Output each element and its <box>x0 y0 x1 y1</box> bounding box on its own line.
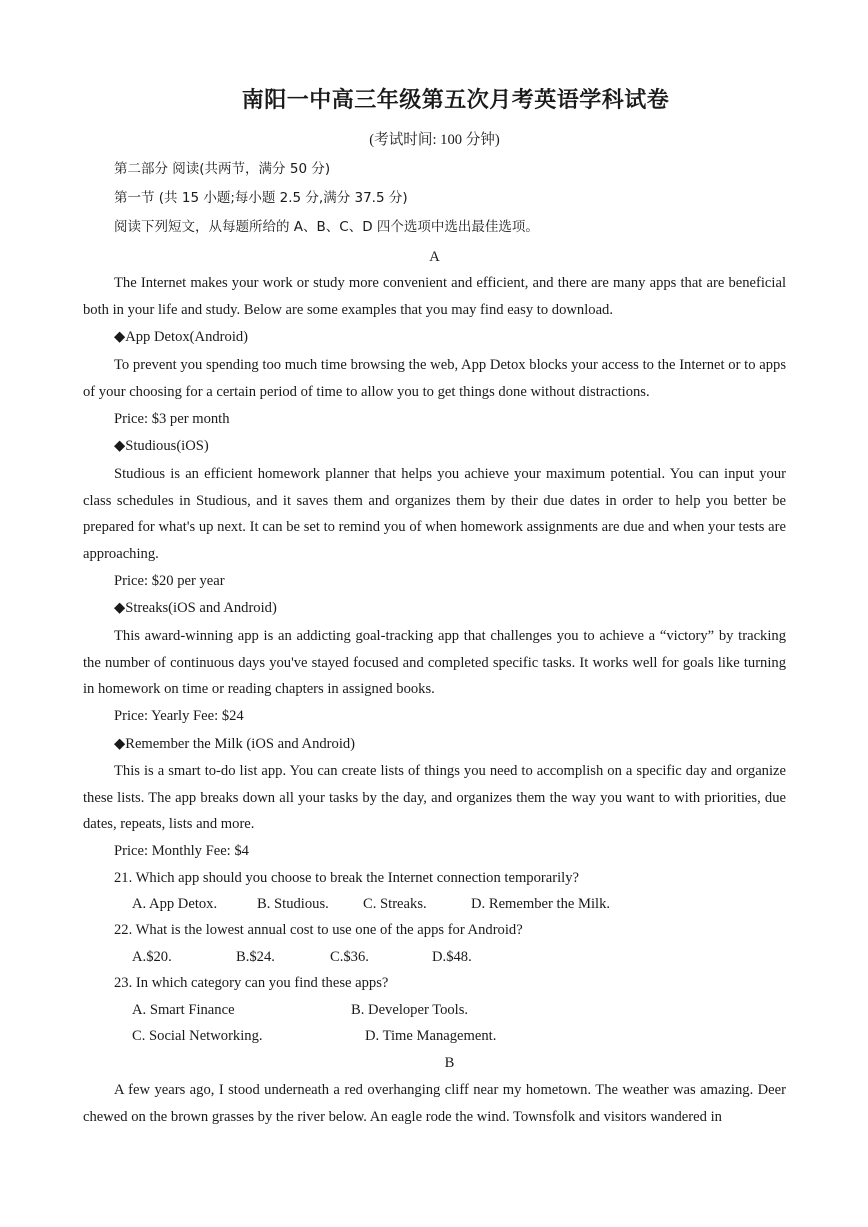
section-part-heading: 第二部分 阅读(共两节，满分 50 分) <box>114 161 331 177</box>
app-price-studious: Price: $20 per year <box>114 573 225 589</box>
subsection-heading: 第一节 (共 15 小题;每小题 2.5 分,满分 37.5 分) <box>114 190 408 206</box>
instruction-text: 阅读下列短文，从每题所给的 A、B、C、D 四个选项中选出最佳选项。 <box>114 219 539 235</box>
passage-a-label: A <box>429 249 440 265</box>
exam-title: 南阳一中高三年级第五次月考英语学科试卷 <box>241 88 670 113</box>
question-21-option-a: A. App Detox. <box>132 896 218 912</box>
app-price-remember-the-milk: Price: Monthly Fee: $4 <box>114 843 249 859</box>
exam-time: (考试时间: 100 分钟) <box>369 132 500 148</box>
app-name-streaks: ◆Streaks(iOS and Android) <box>114 600 277 616</box>
app-name-remember-the-milk: ◆Remember the Milk (iOS and Android) <box>114 736 356 752</box>
app-name-app-detox: ◆App Detox(Android) <box>114 329 249 345</box>
question-22-option-d: D.$48. <box>432 949 472 965</box>
app-desc-app-detox: To prevent you spending too much time browsing the web, App Detox blocks your access to the Internet or to apps of your choosing for a certain period of time to allow you to get things done without distractions. <box>83 357 786 400</box>
app-name-studious: ◆Studious(iOS) <box>114 438 209 454</box>
question-23-stem: 23. In which category can you find these apps? <box>114 975 389 991</box>
passage-a-intro: The Internet makes your work or study more convenient and efficient, and there are many apps that are beneficial both in your life and study. Below are some examples that you may find easy to download. <box>83 275 786 318</box>
question-21-option-d: D. Remember the Milk. <box>471 896 611 912</box>
app-desc-studious: Studious is an efficient homework planner that helps you achieve your maximum potential. You can input your class schedules in Studious, and it saves them and organizes them by their due dates in order to help you better be prepared for what's up next. It can be set to remind you of when homework assignments are due and when your tests are approaching. <box>83 466 786 562</box>
app-price-streaks: Price: Yearly Fee: $24 <box>114 708 244 724</box>
app-desc-remember-the-milk: This is a smart to-do list app. You can create lists of things you need to accomplish on a specific day and organize these lists. The app breaks down all your tasks by the day, and organizes them the way you want to with priorities, due dates, repeats, lists and more. <box>83 763 786 832</box>
question-23-option-d: D. Time Management. <box>365 1028 497 1044</box>
question-23-option-c: C. Social Networking. <box>132 1028 263 1044</box>
question-22-option-a: A.$20. <box>132 949 172 965</box>
question-22-option-b: B.$24. <box>236 949 275 965</box>
question-22-stem: 22. What is the lowest annual cost to use one of the apps for Android? <box>114 922 523 938</box>
app-price-app-detox: Price: $3 per month <box>114 411 230 427</box>
passage-b-text: A few years ago, I stood underneath a red overhanging cliff near my hometown. The weather was amazing. Deer chewed on the brown grasses by the river below. An eagle rode the wind. Townsfolk and visitors wandered in <box>83 1082 786 1125</box>
question-21-option-c: C. Streaks. <box>363 896 427 912</box>
question-22-option-c: C.$36. <box>330 949 369 965</box>
app-desc-streaks: This award-winning app is an addicting goal-tracking app that challenges you to achieve a “victory” by tracking the number of continuous days you've stayed focused and completed specific tasks. It works well for goals like turning in homework on time or reading chapters in assigned books. <box>83 628 786 697</box>
question-23-option-b: B. Developer Tools. <box>351 1002 469 1018</box>
question-21-stem: 21. Which app should you choose to break the Internet connection temporarily? <box>114 870 579 886</box>
question-23-option-a: A. Smart Finance <box>132 1002 235 1018</box>
passage-b-label: B <box>444 1055 455 1071</box>
question-21-option-b: B. Studious. <box>257 896 329 912</box>
